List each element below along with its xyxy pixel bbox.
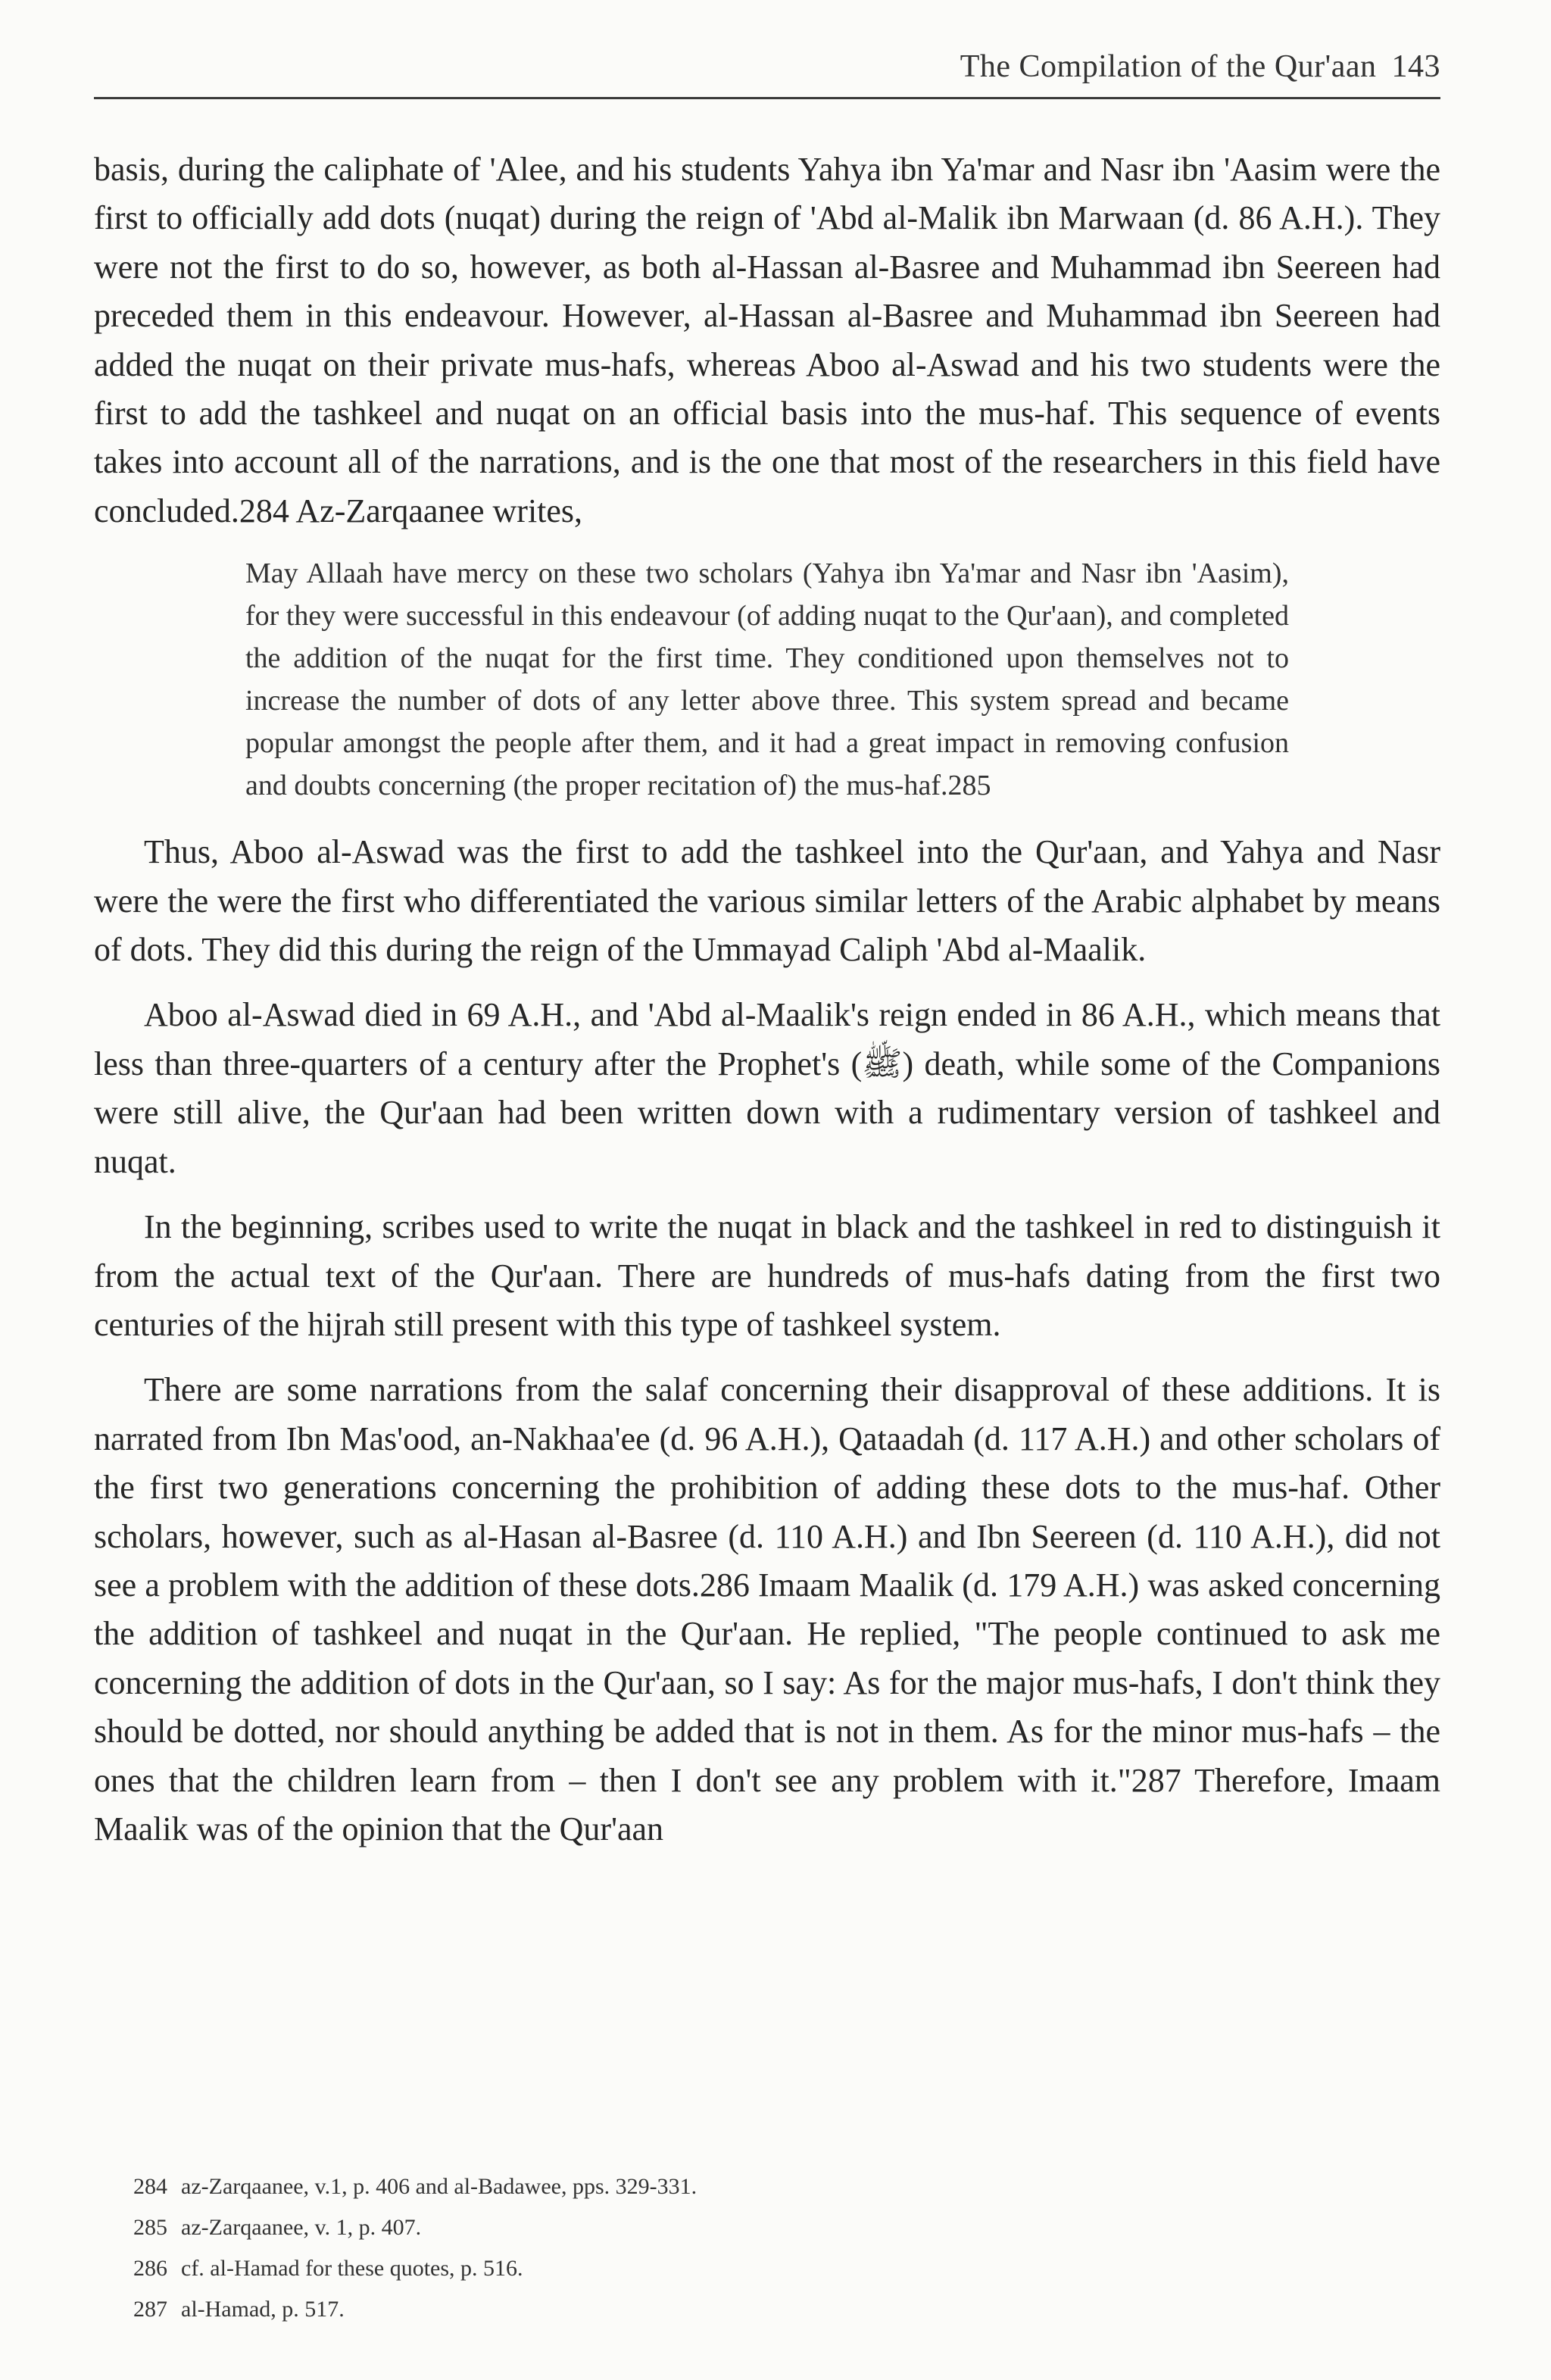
chapter-title: The Compilation of the Qur'aan	[960, 49, 1377, 84]
footnote-text: cf. al-Hamad for these quotes, p. 516.	[181, 2256, 523, 2281]
footnote	[133, 2248, 697, 2289]
footnote	[133, 2207, 697, 2248]
paragraph: There are some narrations from the salaf concerning their disapproval of these additions. It is narrated from Ibn Mas'ood, an-Nakhaa'ee (d. 96 A.H.), Qataadah (d. 117 A.H.) and other scholars of the first two generations concerning the prohibition of adding these dots to the mus-haf. Other scholars, however, such as al-Hasan al-Basree (d. 110 A.H.) and Ibn Seereen (d. 110 A.H.), did not see a problem with the addition of these dots.286 Imaam Maalik (d. 179 A.H.) was asked concerning the addition of tashkeel and nuqat in the Qur'aan. He replied, "The people continued to ask me concerning the addition of dots in the Qur'aan, so I say: As for the major mus-hafs, I don't think they should be dotted, nor should anything be added that is not in them. As for the minor mus-hafs – the ones that the children learn from – then I don't see any problem with it."287 Therefore, Imaam Maalik was of the opinion that the Qur'aan	[94, 1371, 1440, 1847]
footnote-text: al-Hamad, p. 517.	[181, 2297, 345, 2322]
footnote	[133, 2289, 697, 2330]
footnote-number: 286	[133, 2256, 167, 2281]
footnote-number: 284	[133, 2174, 167, 2199]
footnote-number: 287	[133, 2297, 167, 2322]
header-title-line	[960, 48, 1440, 85]
footnote	[133, 2166, 697, 2207]
footnotes	[133, 2166, 697, 2330]
footnote-text: az-Zarqaanee, v. 1, p. 407.	[181, 2215, 422, 2240]
paragraph-continued: basis, during the caliphate of 'Alee, and his students Yahya ibn Ya'mar and Nasr ibn 'Aasim were the first to officially add dots (nuqat) during the reign of 'Abd al-Malik ibn Marwaan (d. 86 A.H.). They were not the first to do so, however, as both al-Hassan al-Basree and Muhammad ibn Seereen had preceded them in this endeavour. However, al-Hassan al-Basree and Muhammad ibn Seereen had added the nuqat on their private mus-hafs, whereas Aboo al-Aswad and his two students were the first to add the tashkeel and nuqat on an official basis into the mus-haf. This sequence of events takes into account all of the narrations, and is the one that most of the researchers in this field have concluded.284 Az-Zarqaanee writes,	[94, 151, 1440, 529]
footnote-text: az-Zarqaanee, v.1, p. 406 and al-Badawee, pps. 329-331.	[181, 2174, 697, 2199]
footnote-number: 285	[133, 2215, 167, 2240]
block-quote: May Allaah have mercy on these two scholars (Yahya ibn Ya'mar and Nasr ibn 'Aasim), for they were successful in this endeavour (of adding nuqat to the Qur'aan), and completed the addition of the nuqat for the first time. They conditioned upon themselves not to increase the number of dots of any letter above three. This system spread and became popular amongst the people after them, and it had a great impact in removing confusion and doubts concerning (the proper recitation of) the mus-haf.285	[245, 558, 1289, 802]
paragraph: Aboo al-Aswad died in 69 A.H., and 'Abd al-Maalik's reign ended in 86 A.H., which means that less than three-quarters of a century after the Prophet's (ﷺ) death, while some of the Companions were still alive, the Qur'aan had been written down with a rudimentary version of tashkeel and nuqat.	[94, 996, 1441, 1180]
paragraph: In the beginning, scribes used to write the nuqat in black and the tashkeel in red to distinguish it from the actual text of the Qur'aan. There are hundreds of mus-hafs dating from the first two centuries of the hijrah still present with this type of tashkeel system.	[94, 1208, 1440, 1343]
running-header	[94, 42, 1440, 99]
paragraph: Thus, Aboo al-Aswad was the first to add the tashkeel into the Qur'aan, and Yahya and Nasr were the were the first who differentiated the various similar letters of the Arabic alphabet by means of dots. They did this during the reign of the Ummayad Caliph 'Abd al-Maalik.	[94, 833, 1440, 969]
page-number: 143	[1391, 49, 1440, 84]
main-text	[94, 145, 1440, 1870]
